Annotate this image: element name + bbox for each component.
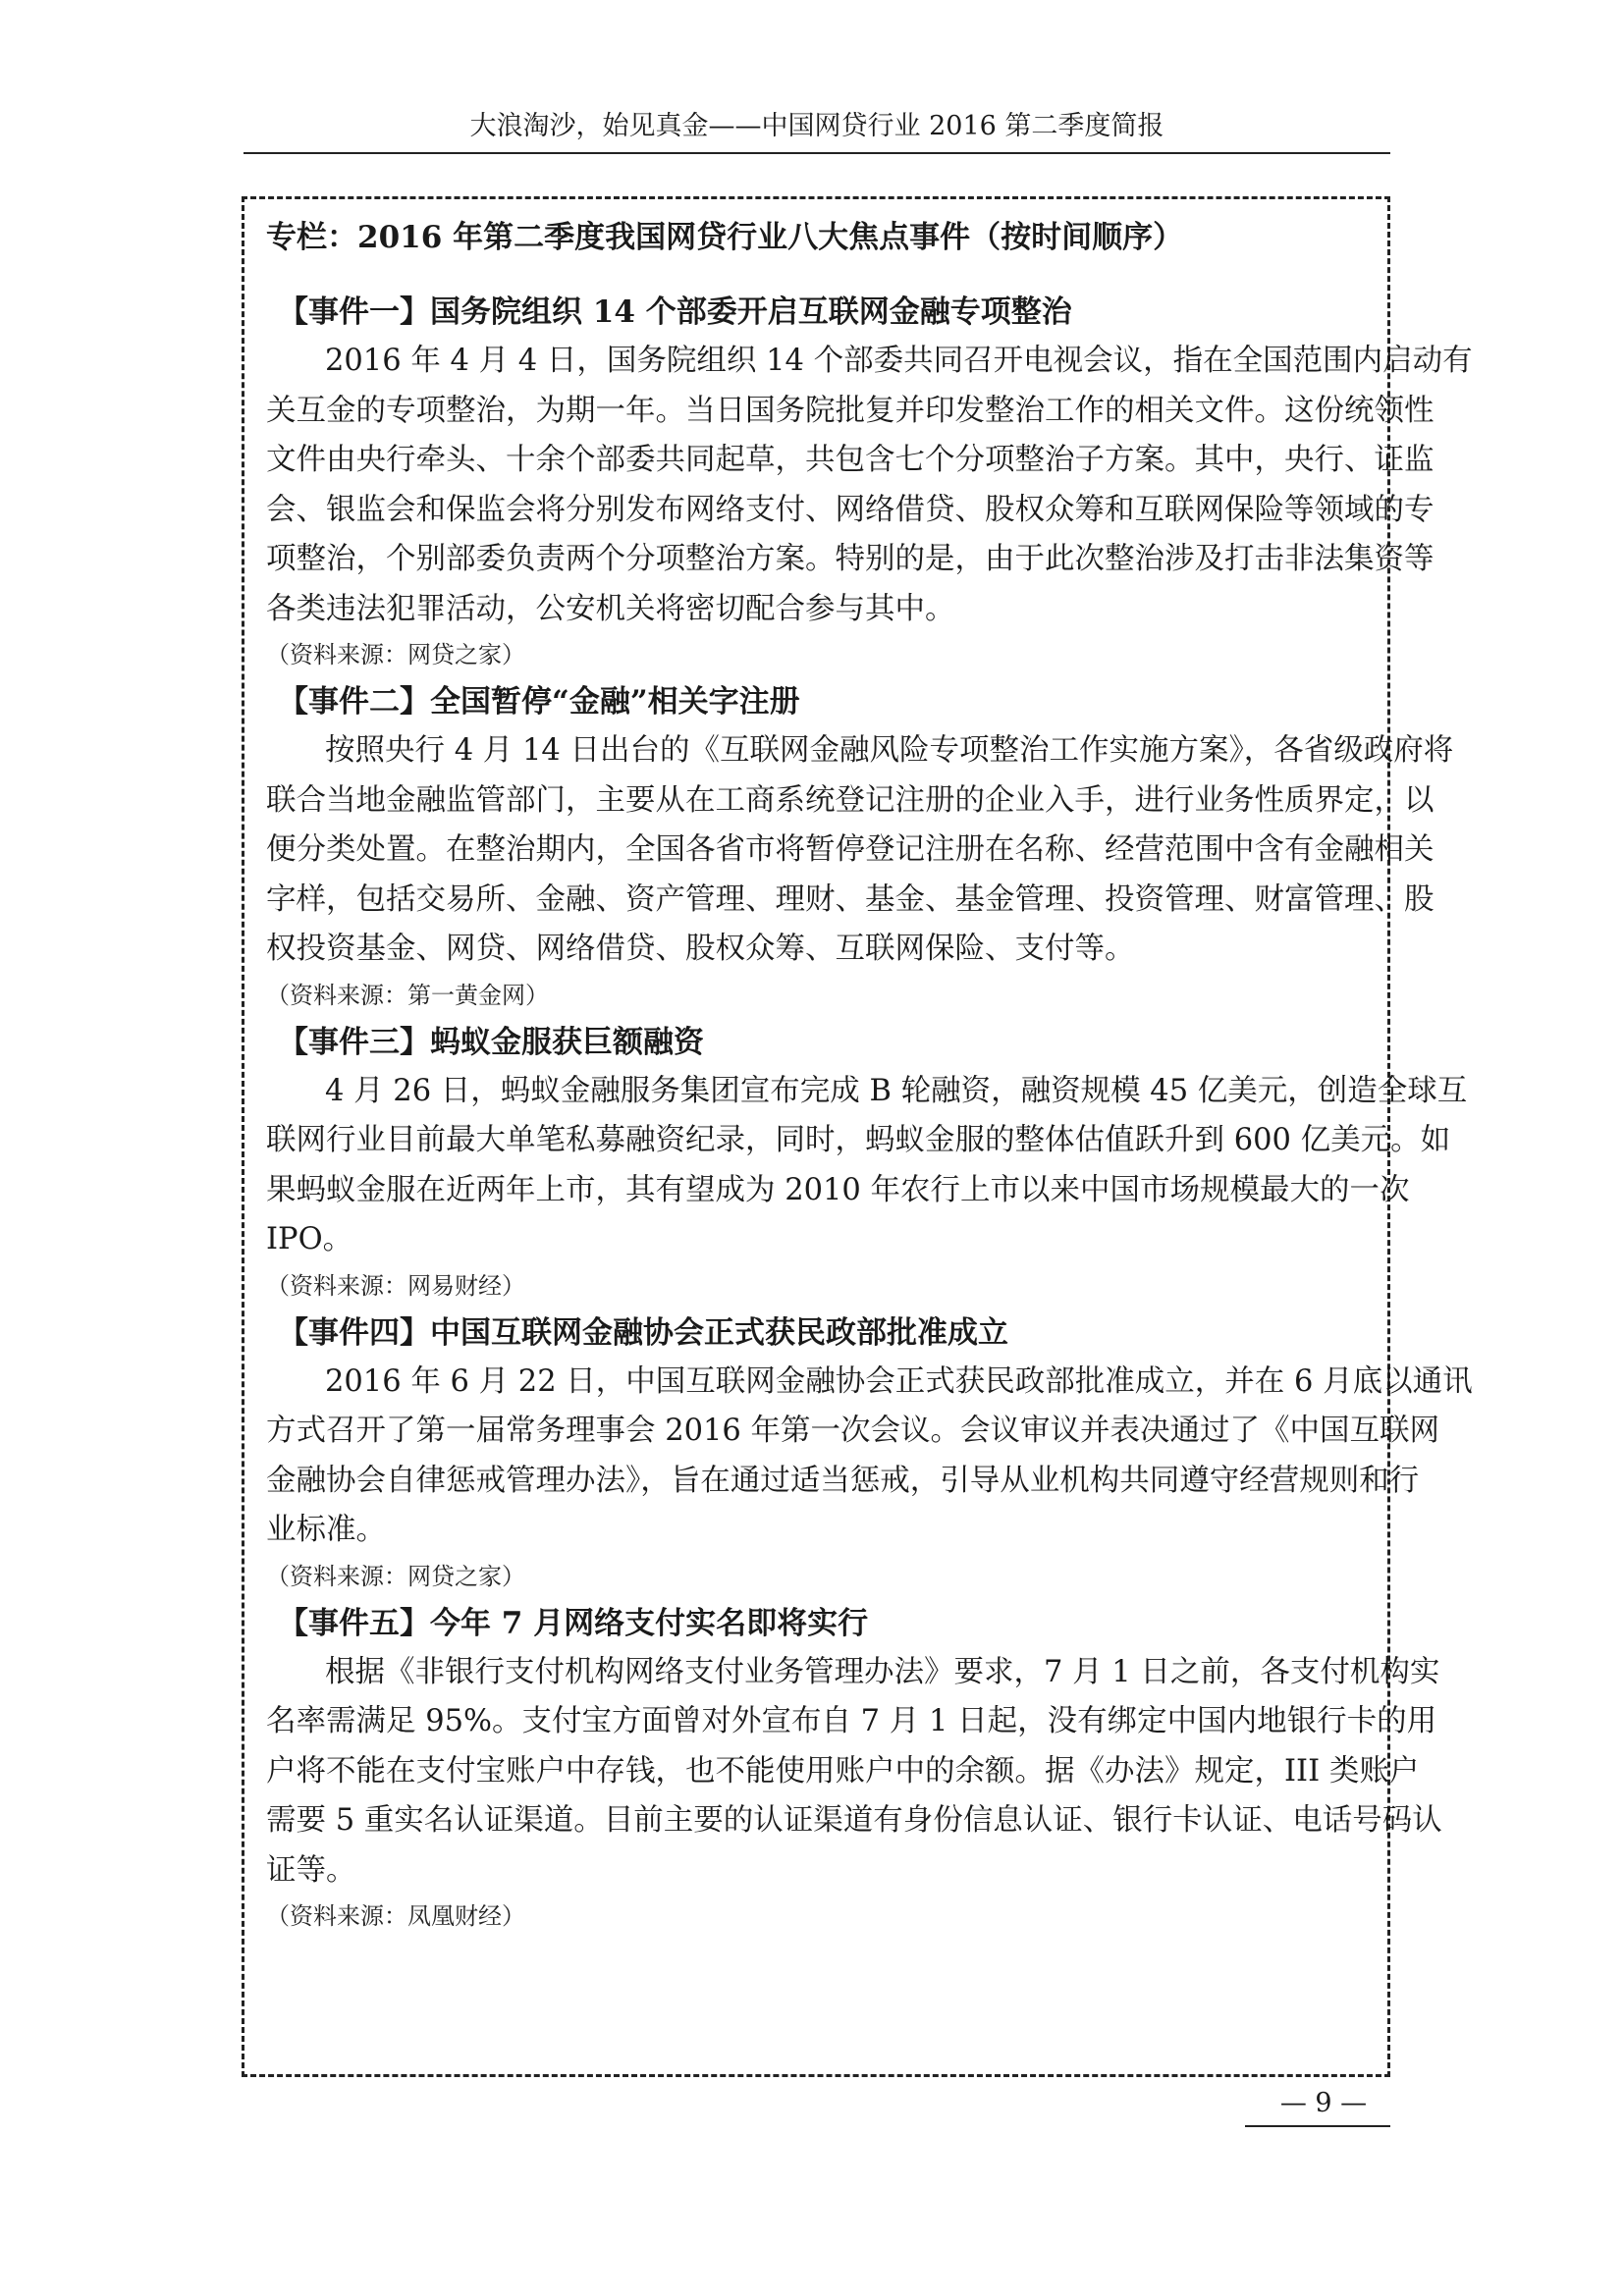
body-line: 便分类处置。在整治期内，全国各省市将暂停登记注册在名称、经营范围中含有金融相关	[266, 832, 1435, 867]
body-line: 方式召开了第一届常务理事会 2016 年第一次会议。会议审议并表决通过了《中国互联网	[266, 1414, 1440, 1448]
header-rule	[244, 152, 1390, 154]
event-section	[266, 677, 1454, 1016]
page-header: 大浪淘沙，始见真金——中国网贷行业 2016 第二季度简报	[469, 111, 1164, 141]
event-body	[266, 1067, 1468, 1265]
body-line: 2016 年 4 月 4 日，国务院组织 14 个部委共同召开电视会议，指在全国范围内启动有	[325, 344, 1473, 378]
column-box	[242, 196, 1473, 2077]
body-line: IPO。	[266, 1222, 353, 1256]
column-title: 专栏：2016 年第二季度我国网贷行业八大焦点事件（按时间顺序）	[266, 220, 1184, 255]
event-body	[266, 1648, 1442, 1896]
body-line: 4 月 26 日，蚂蚁金融服务集团宣布完成 B 轮融资，融资规模 45 亿美元，创造全球互	[325, 1073, 1468, 1108]
body-line: 金融协会自律惩戒管理办法》，旨在通过适当惩戒，引导从业机构共同遵守经营规则和行	[266, 1463, 1420, 1498]
event-title: 【事件一】国务院组织 14 个部委开启互联网金融专项整治	[278, 294, 1072, 330]
body-line: 联网行业目前最大单笔私募融资纪录，同时，蚂蚁金服的整体估值跃升到 600 亿美元。如	[266, 1123, 1451, 1157]
body-line: 业标准。	[266, 1513, 386, 1547]
event-section	[266, 1308, 1473, 1597]
body-line: 关互金的专项整治，为期一年。当日国务院批复并印发整治工作的相关文件。这份统领性	[266, 393, 1435, 428]
body-line: 文件由央行牵头、十余个部委共同起草，共包含七个分项整治子方案。其中，央行、证监	[266, 443, 1435, 477]
column-content	[266, 213, 1473, 1939]
body-line: 名率需满足 95%。支付宝方面曾对外宣布自 7 月 1 日起，没有绑定中国内地银行卡的用	[266, 1704, 1437, 1738]
event-body	[266, 337, 1473, 634]
body-line: 证等。	[266, 1852, 356, 1888]
body-line: 果蚂蚁金服在近两年上市，其有望成为 2010 年农行上市以来中国市场规模最大的一次	[266, 1172, 1410, 1207]
event-title: 【事件五】今年 7 月网络支付实名即将实行	[278, 1605, 869, 1641]
event-section	[266, 1599, 1442, 1938]
body-line: 2016 年 6 月 22 日，中国互联网金融协会正式获民政部批准成立，并在 6 月底以通讯	[325, 1363, 1473, 1399]
source-note: （资料来源：网贷之家）	[266, 641, 525, 668]
body-line: 字样，包括交易所、金融、资产管理、理财、基金、基金管理、投资管理、财富管理、股	[266, 881, 1435, 917]
event-body	[266, 726, 1454, 975]
event-title: 【事件三】蚂蚁金服获巨额融资	[278, 1024, 704, 1060]
source-note: （资料来源：网易财经）	[266, 1271, 525, 1300]
body-line: 根据《非银行支付机构网络支付业务管理办法》要求，7 月 1 日之前，各支付机构实	[325, 1654, 1440, 1689]
source-note: （资料来源：第一黄金网）	[266, 981, 549, 1009]
body-line: 各类违法犯罪活动，公安机关将密切配合参与其中。	[266, 591, 955, 626]
body-line: 户将不能在支付宝账户中存钱，也不能使用账户中的余额。据《办法》规定，III 类账户	[266, 1753, 1420, 1789]
body-line: 联合当地金融监管部门，主要从在工商系统登记注册的企业入手，进行业务性质界定，以	[266, 782, 1435, 818]
body-line: 会、银监会和保监会将分别发布网络支付、网络借贷、股权众筹和互联网保险等领域的专	[266, 492, 1435, 527]
source-note: （资料来源：凤凰财经）	[266, 1902, 525, 1930]
event-section	[266, 288, 1473, 675]
event-section	[266, 1018, 1468, 1307]
footer-rule	[1245, 2125, 1390, 2127]
event-body	[266, 1358, 1473, 1556]
body-line: 权投资基金、网贷、网络借贷、股权众筹、互联网保险、支付等。	[266, 932, 1135, 966]
source-note: （资料来源：网贷之家）	[266, 1562, 525, 1590]
body-line: 项整治，个别部委负责两个分项整治方案。特别的是，由于此次整治涉及打击非法集资等	[266, 542, 1435, 576]
event-title: 【事件四】中国互联网金融协会正式获民政部批准成立	[278, 1314, 1008, 1351]
page-number: — 9 —	[1279, 2088, 1368, 2118]
body-line: 需要 5 重实名认证渠道。目前主要的认证渠道有身份信息认证、银行卡认证、电话号码认	[266, 1803, 1442, 1838]
body-line: 按照央行 4 月 14 日出台的《互联网金融风险专项整治工作实施方案》，各省级政府将	[325, 733, 1454, 768]
event-title: 【事件二】全国暂停“金融”相关字注册	[278, 684, 800, 720]
